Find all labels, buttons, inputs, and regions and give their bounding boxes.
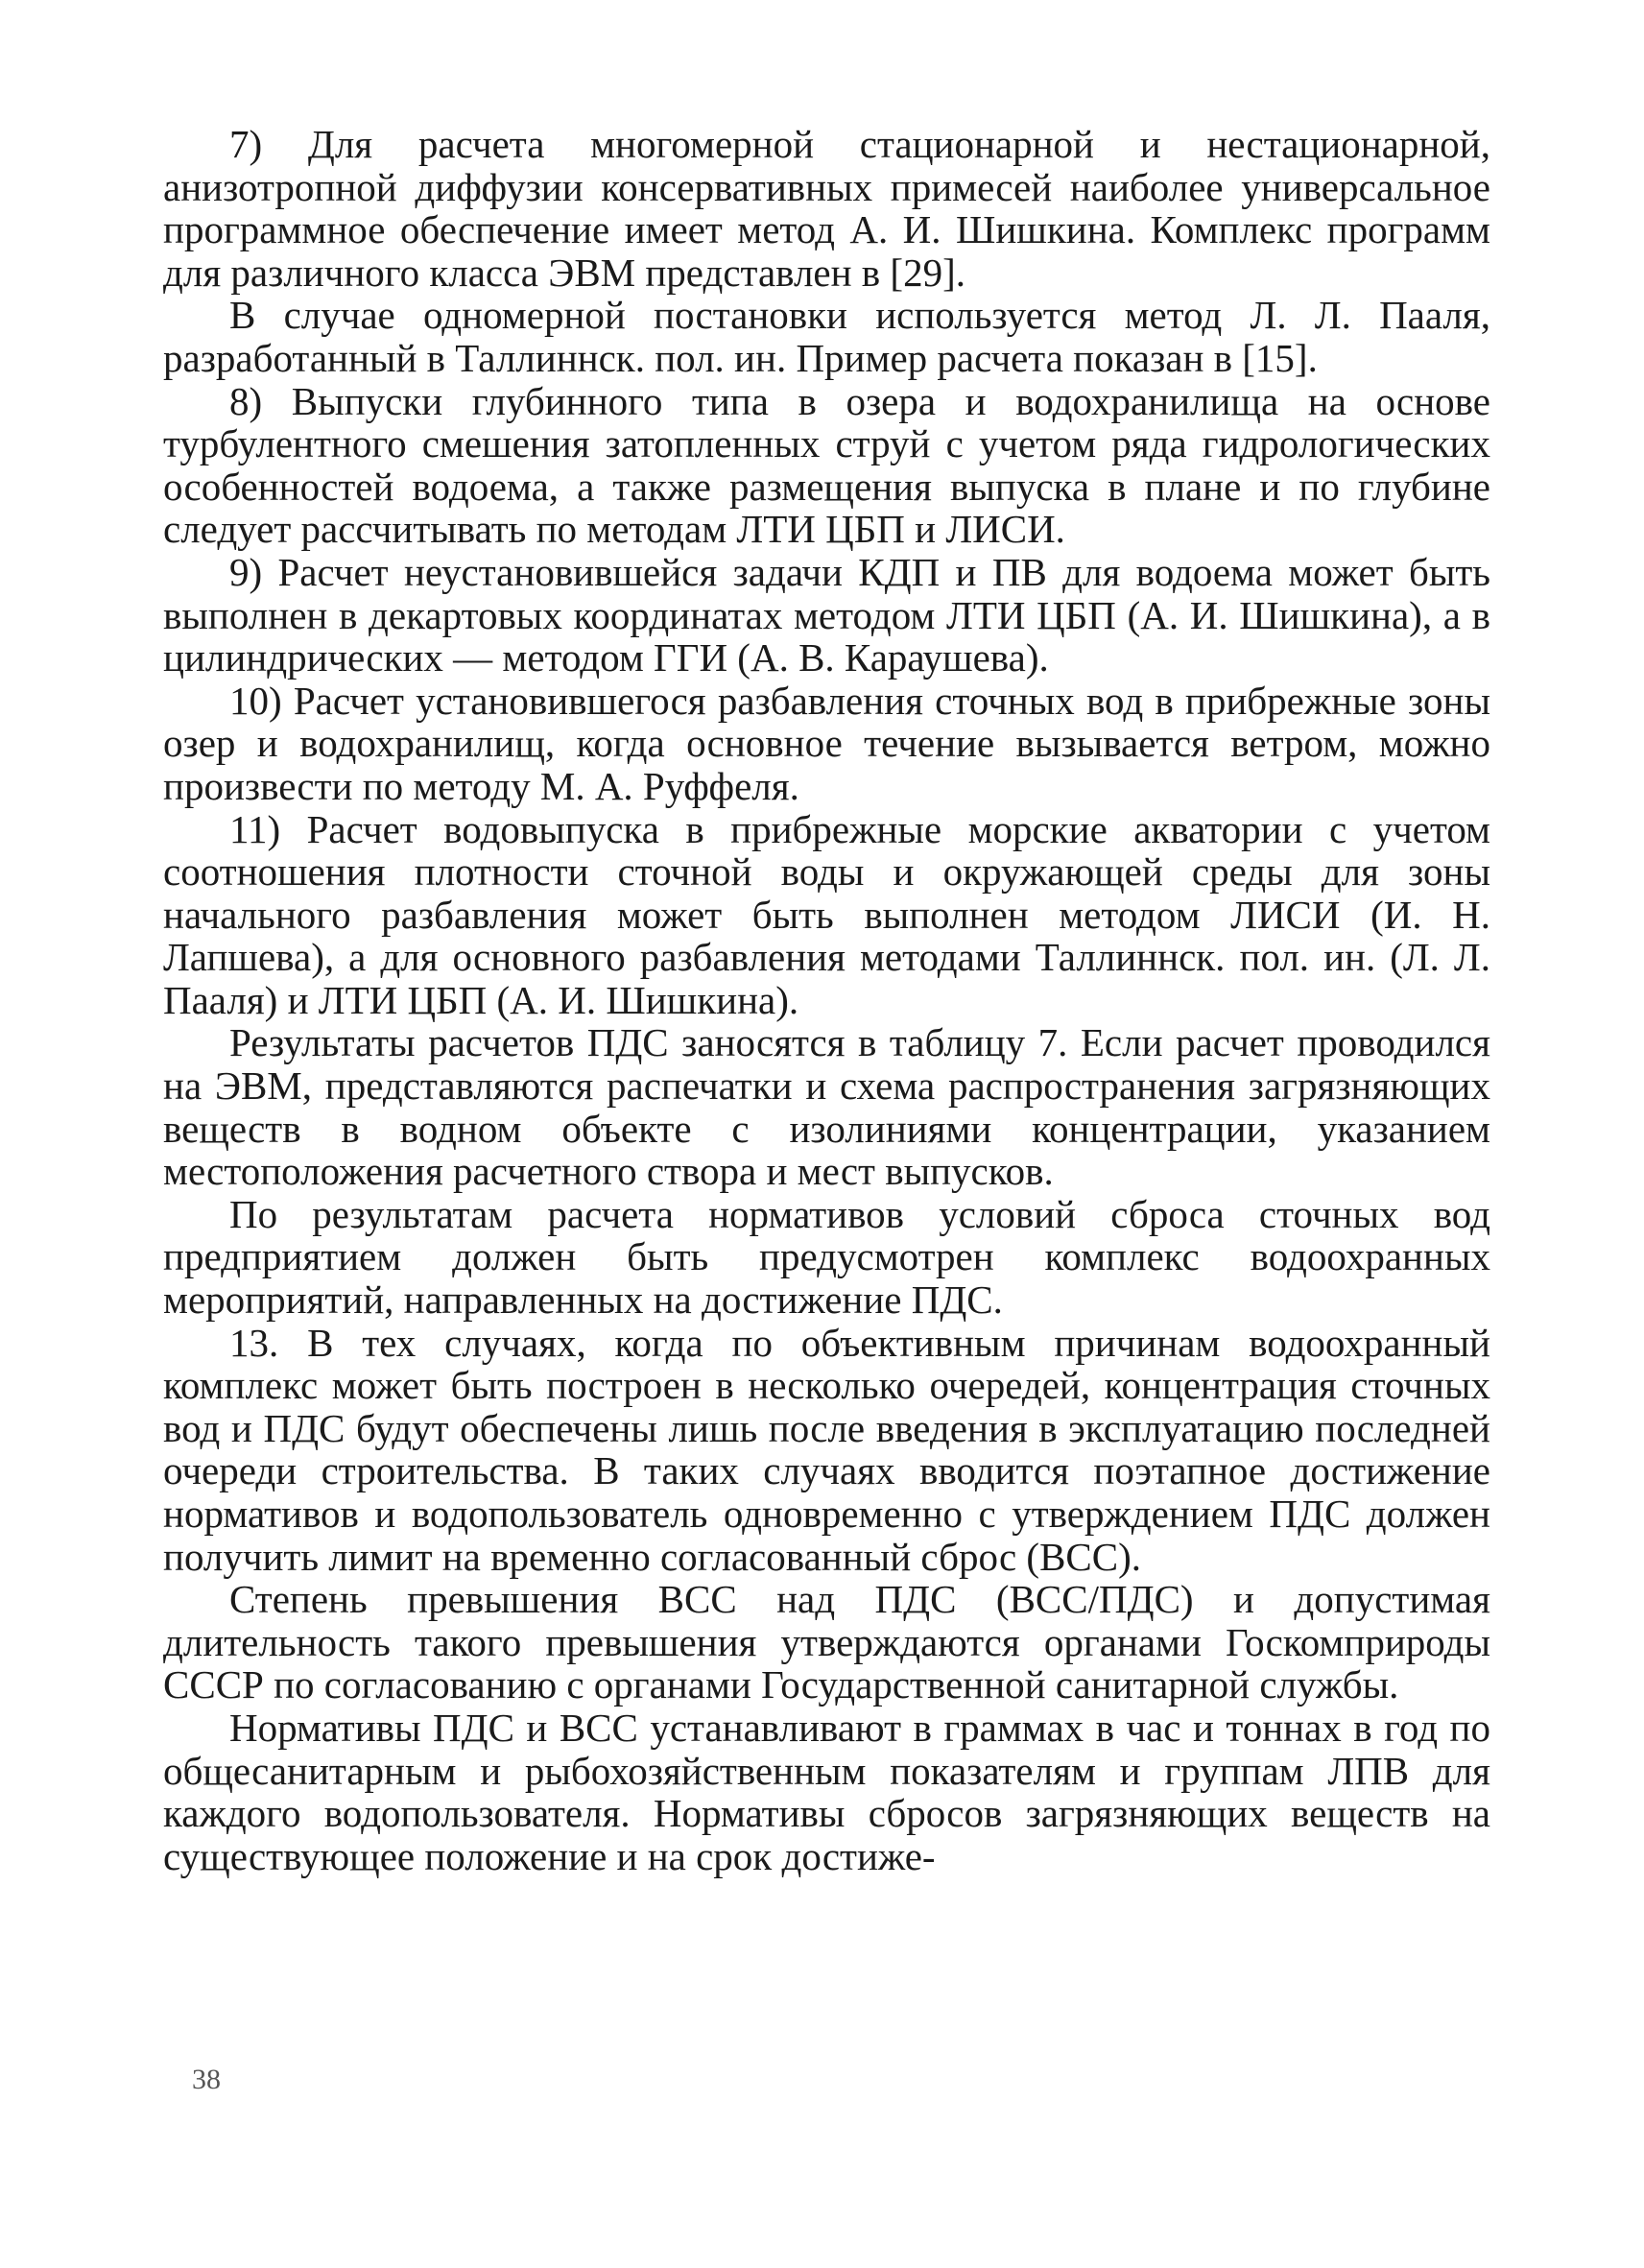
paragraph-measures: По результатам расчета нормативов условий сброса сточных вод предприятием должен быть предусмотрен комплекс водоохранных мероприятий, направленных на достижение ПДС. xyxy=(163,1191,1490,1323)
paragraph-excess-degree: Степень превышения ВСС над ПДС (ВСС/ПДС) и допустимая длительность такого превышения утверждаются органами Госкомприроды СССР по согласованию с органами Государственной санитарной службы. xyxy=(163,1577,1490,1707)
paragraph-item-7: 7) Для расчета многомерной стационарной и нестационарной, анизотропной диффузии консервативных примесей наиболее универсальное программное обеспечение имеет метод А. И. Шишкина. Комплекс программ для различного класса ЭВМ представлен в [29]. xyxy=(163,122,1490,295)
paragraph-item-9: 9) Расчет неустановившейся задачи КДП и ПВ для водоема может быть выполнен в декартовых координатах методом ЛТИ ЦБП (А. И. Шишкина), а в цилиндрических — методом ГГИ (А. В. Караушева). xyxy=(163,549,1490,680)
paragraph-item-10: 10) Расчет установившегося разбавления сточных вод в прибрежные зоны озер и водохранилищ, когда основное течение вызывается ветром, можно произвести по методу М. А. Руффеля. xyxy=(163,678,1490,808)
paragraph-item-11: 11) Расчет водовыпуска в прибрежные морские акватории с учетом соотношения плотности сточной воды и окружающей среды для зоны начального разбавления может быть выполнен методом ЛИСИ (И. Н. Лапшева), а для основного разбавления методами Таллиннск. пол. ин. (Л. Л. Пааля) и ЛТИ ЦБП (А. И. Шишкина). xyxy=(163,806,1490,1022)
paragraph-item-13: 13. В тех случаях, когда по объективным причинам водоохранный комплекс может быть построен в несколько очередей, концентрация сточных вод и ПДС будут обеспечены лишь после введения в эксплуатацию последней очереди строительства. В таких случаях вводится поэтапное достижение нормативов и водопользователь одновременно с утверждением ПДС должен получить лимит на временно согласованный сброс (ВСС). xyxy=(163,1320,1490,1579)
body-text xyxy=(163,123,1490,1877)
paragraph-norms: Нормативы ПДС и ВСС устанавливают в граммах в час и тоннах в год по общесанитарным и рыбохозяйственным показателям и группам ЛПВ для каждого водопользователя. Нормативы сбросов загрязняющих веществ на существующее положение и на срок достиже- xyxy=(163,1705,1490,1878)
paragraph-item-8: 8) Выпуски глубинного типа в озера и водохранилища на основе турбулентного смешения затопленных струй с учетом ряда гидрологических особенностей водоема, а также размещения выпуска в плане и по глубине следует рассчитывать по методам ЛТИ ЦБП и ЛИСИ. xyxy=(163,378,1490,552)
paragraph-results: Результаты расчетов ПДС заносятся в таблицу 7. Если расчет проводился на ЭВМ, представляются распечатки и схема распространения загрязняющих веществ в водном объекте с изолиниями концентрации, указанием местоположения расчетного створа и мест выпусков. xyxy=(163,1020,1490,1194)
paragraph-one-dimensional: В случае одномерной постановки используется метод Л. Л. Пааля, разработанный в Таллиннск. пол. ин. Пример расчета показан в [15]. xyxy=(163,293,1490,380)
page-number: 38 xyxy=(192,2064,221,2095)
